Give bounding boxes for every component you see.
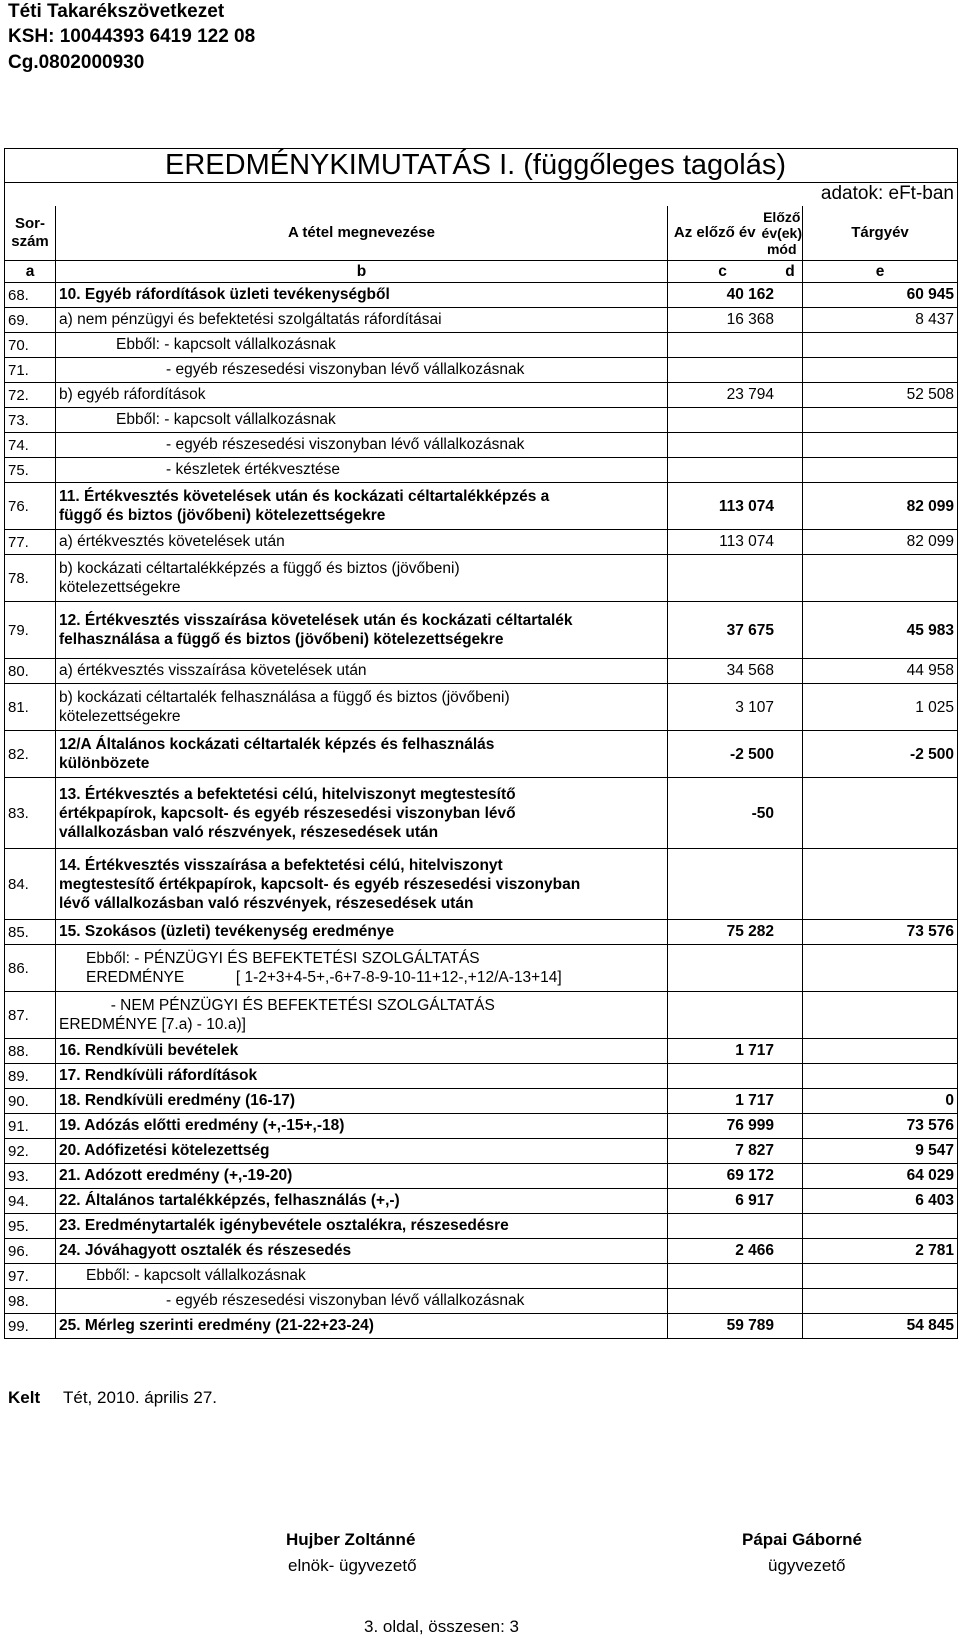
- row-current-value: 82 099: [803, 530, 958, 555]
- row-label: 24. Jóváhagyott osztalék és részesedés: [56, 1239, 668, 1264]
- row-label: 20. Adófizetési kötelezettség: [56, 1139, 668, 1164]
- table-row: [5, 849, 958, 920]
- row-number: 82.: [5, 731, 56, 778]
- table-row: [5, 1314, 958, 1339]
- row-number: 71.: [5, 358, 56, 383]
- row-prev-value: 34 568: [668, 659, 778, 684]
- col-header-sorszam: Sor- szám: [5, 206, 56, 261]
- row-number: 96.: [5, 1239, 56, 1264]
- table-row: [5, 684, 958, 731]
- table-row: [5, 358, 958, 383]
- row-mod-value: [778, 1289, 803, 1314]
- row-current-value: [803, 945, 958, 992]
- row-prev-value: 113 074: [668, 483, 778, 530]
- letter-row: [5, 261, 958, 283]
- table-row: [5, 1089, 958, 1114]
- row-label: b) kockázati céltartalék felhasználása a függő és biztos (jövőbeni) kötelezettségekre: [56, 684, 668, 731]
- row-mod-value: [778, 530, 803, 555]
- row-prev-value: 16 368: [668, 308, 778, 333]
- row-number: 69.: [5, 308, 56, 333]
- unit-label: adatok: eFt-ban: [5, 183, 958, 206]
- row-label: Ebből: - kapcsolt vállalkozásnak: [56, 333, 668, 358]
- table-row: [5, 1164, 958, 1189]
- letter-b: b: [56, 261, 668, 283]
- row-number: 83.: [5, 778, 56, 849]
- table-row: [5, 283, 958, 308]
- row-prev-value: [668, 1064, 778, 1089]
- row-prev-value: [668, 408, 778, 433]
- row-current-value: 54 845: [803, 1314, 958, 1339]
- row-label: 11. Értékvesztés követelések után és kockázati céltartalékképzés a függő és biztos (jövőbeni) kötelezettségekre: [56, 483, 668, 530]
- row-current-value: [803, 1039, 958, 1064]
- row-number: 85.: [5, 920, 56, 945]
- table-row: [5, 992, 958, 1039]
- row-mod-value: [778, 1214, 803, 1239]
- row-prev-value: -50: [668, 778, 778, 849]
- row-current-value: 9 547: [803, 1139, 958, 1164]
- row-current-value: 73 576: [803, 1114, 958, 1139]
- row-prev-value: 59 789: [668, 1314, 778, 1339]
- kelt-value: Tét, 2010. április 27.: [63, 1388, 218, 1407]
- row-number: 76.: [5, 483, 56, 530]
- row-mod-value: [778, 1139, 803, 1164]
- row-number: 93.: [5, 1164, 56, 1189]
- row-label: 14. Értékvesztés visszaírása a befektetési célú, hitelviszonyt megtestesítő értékpapírok, kapcsolt- és egyéb részesedési viszonyban lévő vállalkozásban való részvények, részesedések után: [56, 849, 668, 920]
- row-current-value: 64 029: [803, 1164, 958, 1189]
- row-mod-value: [778, 1114, 803, 1139]
- income-statement-table: [4, 148, 958, 1339]
- row-number: 77.: [5, 530, 56, 555]
- row-label: b) kockázati céltartalékképzés a függő és biztos (jövőbeni) kötelezettségekre: [56, 555, 668, 602]
- row-prev-value: [668, 555, 778, 602]
- row-current-value: [803, 1289, 958, 1314]
- signer1-role: elnök- ügyvezető: [288, 1556, 417, 1575]
- row-number: 79.: [5, 602, 56, 659]
- row-mod-value: [778, 408, 803, 433]
- row-current-value: [803, 778, 958, 849]
- row-current-value: [803, 1064, 958, 1089]
- row-label: 22. Általános tartalékképzés, felhasználás (+,-): [56, 1189, 668, 1214]
- table-row: [5, 555, 958, 602]
- company-cg: Cg.0802000930: [8, 52, 145, 73]
- row-current-value: 52 508: [803, 383, 958, 408]
- row-prev-value: -2 500: [668, 731, 778, 778]
- col-header-prev-mod: [668, 206, 803, 261]
- row-prev-value: [668, 1214, 778, 1239]
- row-prev-value: 7 827: [668, 1139, 778, 1164]
- row-mod-value: [778, 1164, 803, 1189]
- signer2-name: Pápai Gáborné: [742, 1530, 862, 1549]
- row-number: 75.: [5, 458, 56, 483]
- row-label: 17. Rendkívüli ráfordítások: [56, 1064, 668, 1089]
- row-prev-value: [668, 849, 778, 920]
- table-row: [5, 1289, 958, 1314]
- letter-e: e: [803, 261, 958, 283]
- row-current-value: 8 437: [803, 308, 958, 333]
- row-label: 16. Rendkívüli bevételek: [56, 1039, 668, 1064]
- table-row: [5, 1264, 958, 1289]
- row-prev-value: [668, 433, 778, 458]
- row-number: 89.: [5, 1064, 56, 1089]
- row-label: 10. Egyéb ráfordítások üzleti tevékenységből: [56, 283, 668, 308]
- row-number: 84.: [5, 849, 56, 920]
- row-mod-value: [778, 458, 803, 483]
- unit-row: [5, 183, 958, 206]
- table-row: [5, 1189, 958, 1214]
- row-label: 15. Szokásos (üzleti) tevékenység eredménye: [56, 920, 668, 945]
- signer1-name: Hujber Zoltánné: [286, 1530, 416, 1549]
- row-number: 73.: [5, 408, 56, 433]
- row-number: 98.: [5, 1289, 56, 1314]
- row-mod-value: [778, 778, 803, 849]
- row-mod-value: [778, 992, 803, 1039]
- col-header-name: A tétel megnevezése: [56, 206, 668, 261]
- row-current-value: 6 403: [803, 1189, 958, 1214]
- row-label: 12. Értékvesztés visszaírása követelések után és kockázati céltartalék felhasználása a függő és biztos (jövőbeni) kötelezettségekre: [56, 602, 668, 659]
- letter-c: c: [668, 261, 778, 283]
- table-row: [5, 408, 958, 433]
- row-current-value: [803, 358, 958, 383]
- table-row: [5, 1214, 958, 1239]
- row-number: 88.: [5, 1039, 56, 1064]
- letter-d: d: [778, 261, 803, 283]
- row-current-value: -2 500: [803, 731, 958, 778]
- row-label: 13. Értékvesztés a befektetési célú, hitelviszonyt megtestesítő értékpapírok, kapcsolt- és egyéb részesedési viszonyban lévő vállalkozásban való részvények, részesedések után: [56, 778, 668, 849]
- row-prev-value: [668, 1289, 778, 1314]
- row-current-value: [803, 333, 958, 358]
- row-mod-value: [778, 1189, 803, 1214]
- letter-a: a: [5, 261, 56, 283]
- row-label: 21. Adózott eredmény (+,-19-20): [56, 1164, 668, 1189]
- row-prev-value: 75 282: [668, 920, 778, 945]
- row-prev-value: [668, 458, 778, 483]
- row-prev-value: [668, 992, 778, 1039]
- row-mod-value: [778, 308, 803, 333]
- row-mod-value: [778, 283, 803, 308]
- row-current-value: [803, 1264, 958, 1289]
- row-current-value: 73 576: [803, 920, 958, 945]
- row-current-value: [803, 408, 958, 433]
- row-mod-value: [778, 945, 803, 992]
- row-mod-value: [778, 659, 803, 684]
- row-prev-value: 6 917: [668, 1189, 778, 1214]
- row-mod-value: [778, 731, 803, 778]
- page-number: 3. oldal, összesen: 3: [364, 1617, 519, 1636]
- row-number: 70.: [5, 333, 56, 358]
- table-row: [5, 659, 958, 684]
- row-prev-value: 69 172: [668, 1164, 778, 1189]
- row-mod-value: [778, 602, 803, 659]
- row-mod-value: [778, 555, 803, 602]
- row-number: 91.: [5, 1114, 56, 1139]
- row-number: 99.: [5, 1314, 56, 1339]
- row-mod-value: [778, 684, 803, 731]
- row-label: - egyéb részesedési viszonyban lévő vállalkozásnak: [56, 358, 668, 383]
- row-current-value: [803, 849, 958, 920]
- row-prev-value: 23 794: [668, 383, 778, 408]
- row-mod-value: [778, 433, 803, 458]
- row-mod-value: [778, 920, 803, 945]
- row-number: 68.: [5, 283, 56, 308]
- row-number: 80.: [5, 659, 56, 684]
- row-mod-value: [778, 849, 803, 920]
- row-prev-value: 40 162: [668, 283, 778, 308]
- row-label: Ebből: - PÉNZÜGYI ÉS BEFEKTETÉSI SZOLGÁLTATÁS EREDMÉNYE [ 1-2+3+4-5+,-6+7-8-9-10-11+12-,+12/A-13+14]: [56, 945, 668, 992]
- row-current-value: 0: [803, 1089, 958, 1114]
- company-ksh: KSH: 10044393 6419 122 08: [8, 26, 256, 47]
- row-current-value: 60 945: [803, 283, 958, 308]
- row-current-value: [803, 433, 958, 458]
- signer2-role: ügyvezető: [768, 1556, 846, 1575]
- row-mod-value: [778, 333, 803, 358]
- table-row: [5, 1039, 958, 1064]
- col-header-mod: Előző év(ek) mód: [761, 209, 802, 257]
- row-mod-value: [778, 1089, 803, 1114]
- row-prev-value: 76 999: [668, 1114, 778, 1139]
- row-label: Ebből: - kapcsolt vállalkozásnak: [56, 408, 668, 433]
- row-current-value: 44 958: [803, 659, 958, 684]
- row-prev-value: [668, 945, 778, 992]
- table-row: [5, 383, 958, 408]
- row-current-value: 82 099: [803, 483, 958, 530]
- table-row: [5, 458, 958, 483]
- row-number: 81.: [5, 684, 56, 731]
- row-number: 74.: [5, 433, 56, 458]
- row-mod-value: [778, 1039, 803, 1064]
- row-label: a) értékvesztés visszaírása követelések után: [56, 659, 668, 684]
- col-header-current: Tárgyév: [803, 206, 958, 261]
- row-current-value: 45 983: [803, 602, 958, 659]
- title-row: [5, 149, 958, 183]
- col-header-prev: Az előző év: [673, 224, 756, 241]
- row-prev-value: 1 717: [668, 1089, 778, 1114]
- row-current-value: [803, 555, 958, 602]
- row-number: 87.: [5, 992, 56, 1039]
- row-label: a) értékvesztés követelések után: [56, 530, 668, 555]
- table-row: [5, 602, 958, 659]
- table-row: [5, 945, 958, 992]
- row-label: 18. Rendkívüli eredmény (16-17): [56, 1089, 668, 1114]
- kelt-label: Kelt: [8, 1388, 41, 1407]
- table-row: [5, 333, 958, 358]
- row-prev-value: [668, 358, 778, 383]
- row-current-value: [803, 458, 958, 483]
- table-row: [5, 1114, 958, 1139]
- row-prev-value: 2 466: [668, 1239, 778, 1264]
- row-prev-value: 37 675: [668, 602, 778, 659]
- row-number: 86.: [5, 945, 56, 992]
- company-name: Téti Takarékszövetkezet: [8, 1, 225, 22]
- row-current-value: 1 025: [803, 684, 958, 731]
- table-row: [5, 1239, 958, 1264]
- header-row: [5, 206, 958, 261]
- row-prev-value: [668, 1264, 778, 1289]
- row-number: 78.: [5, 555, 56, 602]
- row-prev-value: 1 717: [668, 1039, 778, 1064]
- row-label: 12/A Általános kockázati céltartalék képzés és felhasználás különbözete: [56, 731, 668, 778]
- row-label: Ebből: - kapcsolt vállalkozásnak: [56, 1264, 668, 1289]
- table-row: [5, 731, 958, 778]
- row-mod-value: [778, 1264, 803, 1289]
- row-number: 94.: [5, 1189, 56, 1214]
- row-number: 97.: [5, 1264, 56, 1289]
- table-row: [5, 308, 958, 333]
- table-row: [5, 530, 958, 555]
- row-label: 19. Adózás előtti eredmény (+,-15+,-18): [56, 1114, 668, 1139]
- row-label: - készletek értékvesztése: [56, 458, 668, 483]
- row-label: a) nem pénzügyi és befektetési szolgáltatás ráfordításai: [56, 308, 668, 333]
- table-row: [5, 483, 958, 530]
- row-number: 72.: [5, 383, 56, 408]
- row-prev-value: 3 107: [668, 684, 778, 731]
- row-mod-value: [778, 1239, 803, 1264]
- table-row: [5, 920, 958, 945]
- row-current-value: [803, 1214, 958, 1239]
- row-prev-value: [668, 333, 778, 358]
- row-current-value: [803, 992, 958, 1039]
- table-row: [5, 433, 958, 458]
- row-mod-value: [778, 383, 803, 408]
- table-row: [5, 778, 958, 849]
- row-label: - egyéb részesedési viszonyban lévő vállalkozásnak: [56, 1289, 668, 1314]
- row-current-value: 2 781: [803, 1239, 958, 1264]
- row-label: 25. Mérleg szerinti eredmény (21-22+23-24): [56, 1314, 668, 1339]
- table-row: [5, 1139, 958, 1164]
- report-title: EREDMÉNYKIMUTATÁS I. (függőleges tagolás): [5, 149, 958, 183]
- table-row: [5, 1064, 958, 1089]
- row-mod-value: [778, 1314, 803, 1339]
- row-label: b) egyéb ráfordítások: [56, 383, 668, 408]
- row-number: 95.: [5, 1214, 56, 1239]
- row-number: 92.: [5, 1139, 56, 1164]
- row-mod-value: [778, 358, 803, 383]
- row-label: 23. Eredménytartalék igénybevétele osztalékra, részesedésre: [56, 1214, 668, 1239]
- row-label: - NEM PÉNZÜGYI ÉS BEFEKTETÉSI SZOLGÁLTATÁS EREDMÉNYE [7.a) - 10.a)]: [56, 992, 668, 1039]
- row-label: - egyéb részesedési viszonyban lévő vállalkozásnak: [56, 433, 668, 458]
- row-mod-value: [778, 1064, 803, 1089]
- row-mod-value: [778, 483, 803, 530]
- row-number: 90.: [5, 1089, 56, 1114]
- row-prev-value: 113 074: [668, 530, 778, 555]
